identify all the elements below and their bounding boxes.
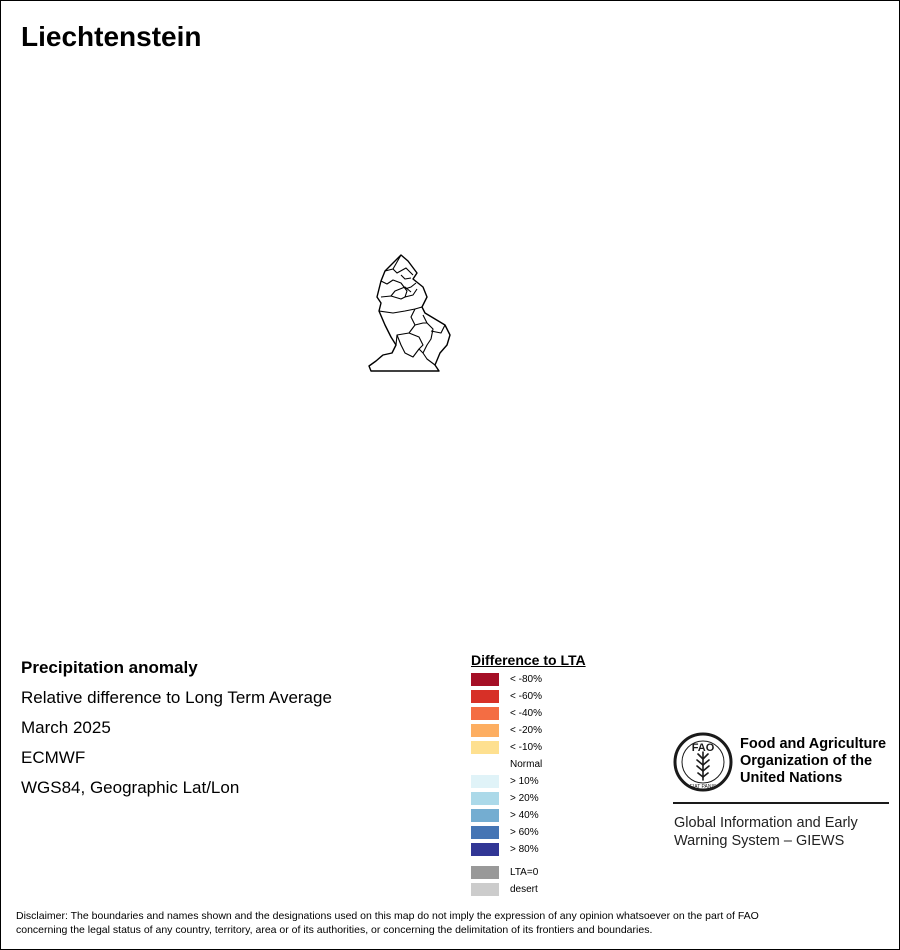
legend-swatch [471,843,499,856]
legend-swatch [471,690,499,703]
country-map [361,249,461,379]
legend-label: < -60% [510,691,542,702]
legend-item [471,865,586,882]
legend [471,652,586,899]
projection: WGS84, Geographic Lat/Lon [21,778,240,797]
fao-emblem-icon [673,732,733,792]
legend-label: > 60% [510,827,539,838]
disclaimer [16,909,888,937]
legend-label: < -20% [510,725,542,736]
legend-item [471,774,586,791]
legend-label: Normal [510,759,543,770]
legend-label: desert [510,884,538,895]
fao-emblem-letters: FAO [691,742,715,754]
legend-label: LTA=0 [510,867,539,878]
legend-item [471,882,586,899]
legend-label: > 10% [510,776,539,787]
legend-swatch [471,809,499,822]
legend-label: > 20% [510,793,539,804]
legend-item [471,842,586,859]
legend-item [471,689,586,706]
logo-divider [673,802,889,804]
legend-swatch [471,826,499,839]
legend-swatch [471,741,499,754]
legend-swatch [471,883,499,896]
variable-name: Precipitation anomaly [21,658,198,677]
giews-line: Global Information and Early [674,815,858,831]
legend-swatch [471,792,499,805]
legend-item [471,791,586,808]
legend-swatch [471,758,499,771]
giews-name [674,814,858,850]
fao-org-line: Organization of the [740,753,873,769]
data-source: ECMWF [21,748,86,767]
legend-item [471,723,586,740]
legend-swatch [471,707,499,720]
fao-org-line: United Nations [740,770,843,786]
country-outline [369,255,450,371]
legend-label: < -80% [510,674,542,685]
legend-swatch [471,673,499,686]
legend-items [471,672,586,899]
fao-org-line: Food and Agriculture [740,736,887,752]
fao-emblem-motto: FIAT PANIS [689,784,717,790]
legend-item [471,672,586,689]
map-info [21,657,332,807]
legend-item [471,706,586,723]
period: March 2025 [21,718,111,737]
legend-swatch [471,775,499,788]
legend-item [471,808,586,825]
legend-label: > 80% [510,844,539,855]
legend-item [471,740,586,757]
legend-label: > 40% [510,810,539,821]
legend-title: Difference to LTA [471,652,586,668]
variable-description: Relative difference to Long Term Average [21,688,332,707]
legend-label: < -40% [510,708,542,719]
legend-item [471,825,586,842]
country-title: Liechtenstein [21,21,202,52]
legend-label: < -10% [510,742,542,753]
giews-line: Warning System – GIEWS [674,833,845,849]
disclaimer-line: Disclaimer: The boundaries and names shown and the designations used on this map do not imply the expression of any opinion whatsoever on the part of FAO [16,910,759,922]
disclaimer-line: concerning the legal status of any country, territory, area or of its authorities, or concerning the delimitation of its frontiers and boundaries. [16,924,653,936]
legend-swatch [471,724,499,737]
fao-organization-name [740,736,886,787]
legend-item [471,757,586,774]
legend-swatch [471,866,499,879]
